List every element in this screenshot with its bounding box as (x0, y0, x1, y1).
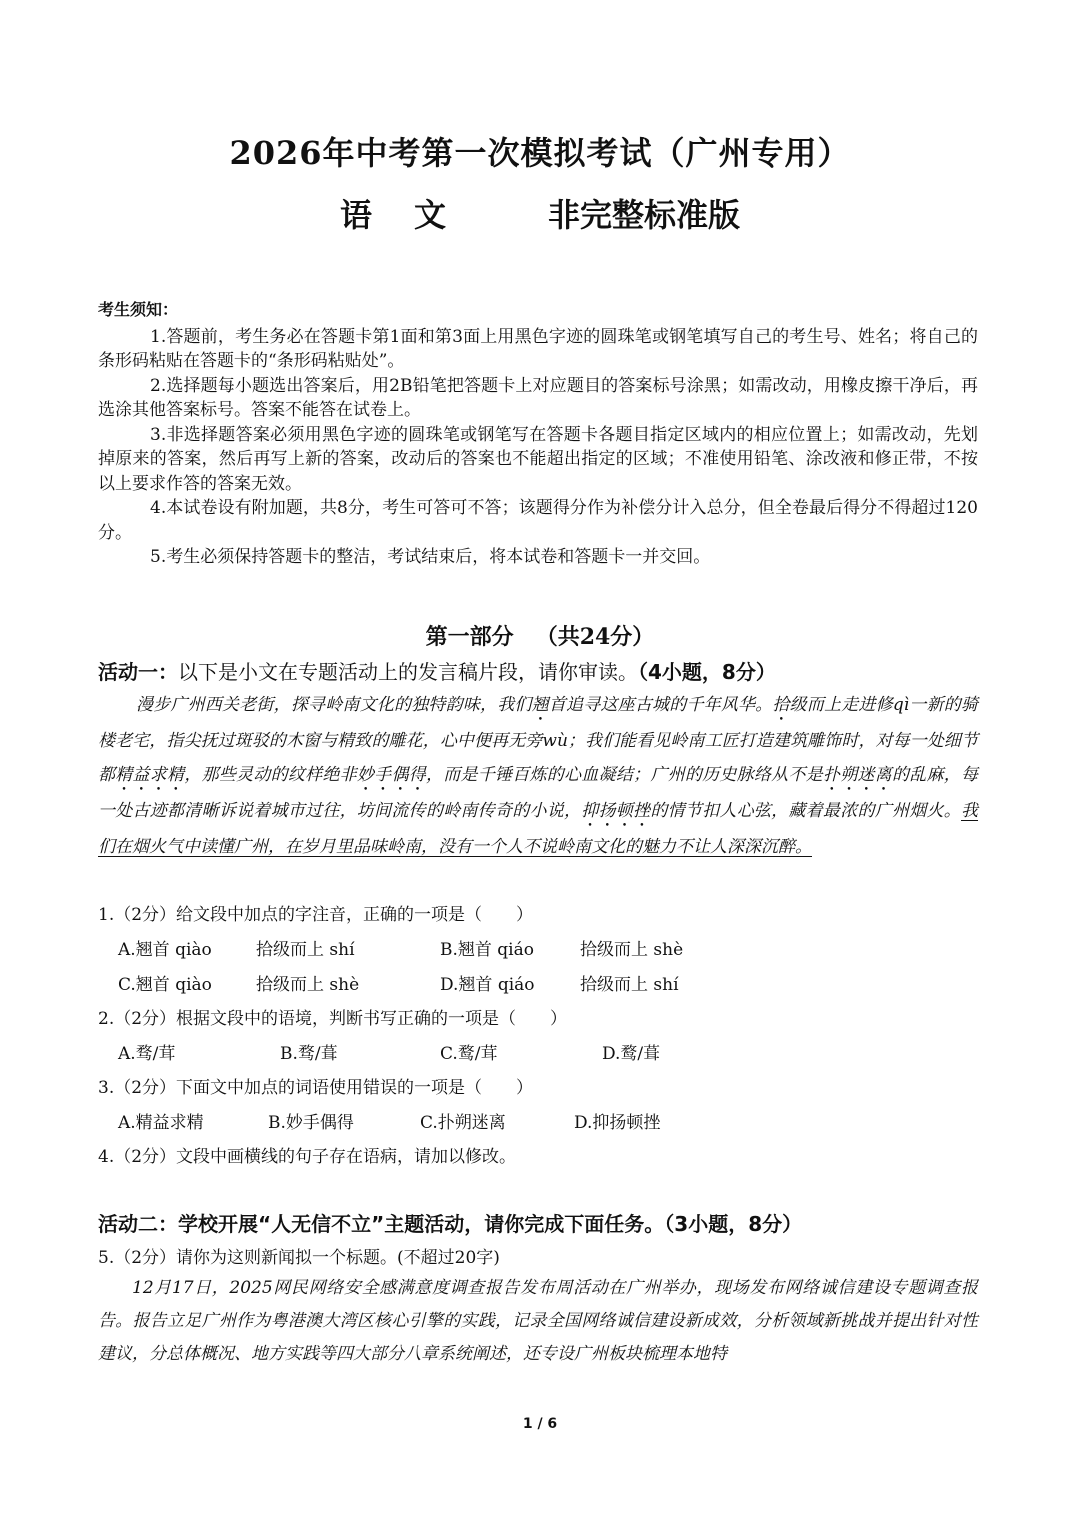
notice-item: 4.本试卷设有附加题，共8分，考生可答可不答；该题得分作为补偿分计入总分，但全卷最后得分不得超过120分。 (98, 498, 978, 543)
part-one-label: 第一部分 (425, 624, 514, 650)
notice-heading: 考生须知： (98, 300, 179, 319)
activity-two-text: 学校开展“人无信不立”主题活动，请你完成下面任务。 (178, 1212, 665, 1236)
question-2: 2.（2分）根据文段中的语境，判断书写正确的一项是（ ） (98, 1009, 568, 1029)
passage-text: 的乱麻，每一处古迹都清晰诉说着城市过往，坊间流传的岭南传奇的小说， (98, 764, 979, 821)
activity-one-heading (98, 656, 978, 685)
option-d-second: 拾级而上 shí (580, 975, 679, 995)
option-c: C.翘首 qiào (118, 975, 212, 995)
candidate-notice (98, 298, 978, 570)
activity-one-points: （4小题，8分） (638, 660, 776, 684)
passage-text: 漫步广州西关老街，探寻岭南文化的独特韵味，我们 (136, 695, 532, 715)
news-text: 12月17日，2025网民网络安全感满意度调查报告发布周活动在广州举办，现场发布网络诚信建设专题调查报告。报告立足广州作为粤港澳大湾区核心引擎的实践，记录全国网络诚信建设新成效，分析领域新挑战并提出针对性建议，分总体概况、地方实践等四大部分八章系统阐述，还专设广州板块梳理本地特 (98, 1278, 978, 1364)
option-b: B.骛/葺 (280, 1044, 338, 1064)
dotted-word: 抑扬顿挫 (581, 800, 651, 821)
option-d: D.抑扬顿挫 (574, 1113, 661, 1133)
news-passage (98, 1272, 978, 1371)
notice-item: 5.考生必须保持答题卡的整洁，考试结束后，将本试卷和答题卡一并交回。 (150, 547, 711, 567)
notice-item: 2.选择题每小题选出答案后，用2B铅笔把答题卡上对应题目的答案标号涂黑；如需改动，用橡皮擦干净后，再选涂其他答案标号。答案不能答在试卷上。 (98, 375, 978, 420)
passage-text: ，而是千锤百炼的心血凝结；广州的历史脉络从不是 (425, 764, 823, 785)
option-c: C.鹜/茸 (440, 1044, 498, 1064)
activity-two-label: 活动二： (98, 1212, 178, 1236)
passage-text: 级而上走进修qì一新的骑楼老宅，指尖抚过斑驳的木窗与精致的雕花，心中便再无旁wù；我们能看见岭南工匠打造建筑雕饰时，对每一处细节都 (98, 695, 979, 785)
dotted-char: 拾 (772, 695, 790, 715)
option-c-second: 拾级而上 shè (256, 975, 360, 995)
page-number: 1 / 6 (522, 1416, 558, 1432)
question-3: 3.（2分）下面文中加点的词语使用错误的一项是（ ） (98, 1078, 534, 1098)
dotted-char: 翘 (531, 695, 549, 715)
question-5: 5.（2分）请你为这则新闻拟一个标题。(不超过20字) (98, 1248, 500, 1268)
option-b: B.翘首 qiáo (440, 940, 534, 960)
part-one-title (0, 620, 1080, 651)
reading-passage (98, 689, 978, 864)
activity-two-heading (98, 1208, 978, 1237)
underlined-sentence: 我们在烟火气中读懂广州，在岁月里品味岭南，没有一个人不说岭南文化的魅力不让人深深沉醉。 (98, 800, 979, 857)
option-d: D.鹜/葺 (602, 1044, 661, 1064)
exam-title: 2026年中考第一次模拟考试（广州专用） (229, 134, 851, 172)
option-c: C.扑朔迷离 (420, 1113, 506, 1133)
exam-subtitle (0, 190, 1080, 236)
question-1: 1.（2分）给文段中加点的字注音，正确的一项是（ ） (98, 905, 534, 925)
dotted-word: 扑朔迷离 (822, 764, 892, 785)
passage-text: 的情节扣人心弦，藏着最浓的广州烟火。 (650, 800, 962, 821)
option-a: A.骛/茸 (118, 1044, 176, 1064)
option-b: B.妙手偶得 (268, 1113, 354, 1133)
part-one-points: （共24分） (535, 624, 655, 650)
notice-item: 3.非选择题答案必须用黑色字迹的圆珠笔或钢笔写在答题卡各题目指定区域内的相应位置上；如需改动，先划掉原来的答案，然后再写上新的答案，改动后的答案也不能超出指定的区域；不准使用铅笔、涂改液和修正带，不按以上要求作答的答案无效。 (98, 424, 978, 494)
activity-two-points: （3小题，8分） (664, 1212, 803, 1236)
option-b-second: 拾级而上 shè (580, 940, 684, 960)
activity-one-text: 以下是小文在专题活动上的发言稿片段，请你审读。 (178, 660, 638, 684)
dotted-word: 精益求精 (115, 764, 185, 785)
notice-item: 1.答题前，考生务必在答题卡第1面和第3面上用黑色字迹的圆珠笔或钢笔填写自己的考生号、姓名；将自己的条形码粘贴在答题卡的“条形码粘贴处”。 (98, 326, 978, 371)
option-a: A.精益求精 (118, 1113, 204, 1133)
passage-text: ，那些灵动的纹样绝非 (184, 764, 357, 785)
edition-label: 非完整标准版 (548, 196, 741, 234)
question-4: 4.（2分）文段中画横线的句子存在语病，请加以修改。 (98, 1147, 517, 1167)
passage-text: 首追寻这座古城的千年风华。 (548, 695, 773, 715)
activity-one-label: 活动一： (98, 660, 178, 684)
option-a-second: 拾级而上 shí (256, 940, 355, 960)
dotted-word: 妙手偶得 (356, 764, 426, 785)
option-a: A.翘首 qiào (118, 940, 212, 960)
subject-label: 语文 (339, 196, 488, 234)
option-d: D.翘首 qiáo (440, 975, 535, 995)
